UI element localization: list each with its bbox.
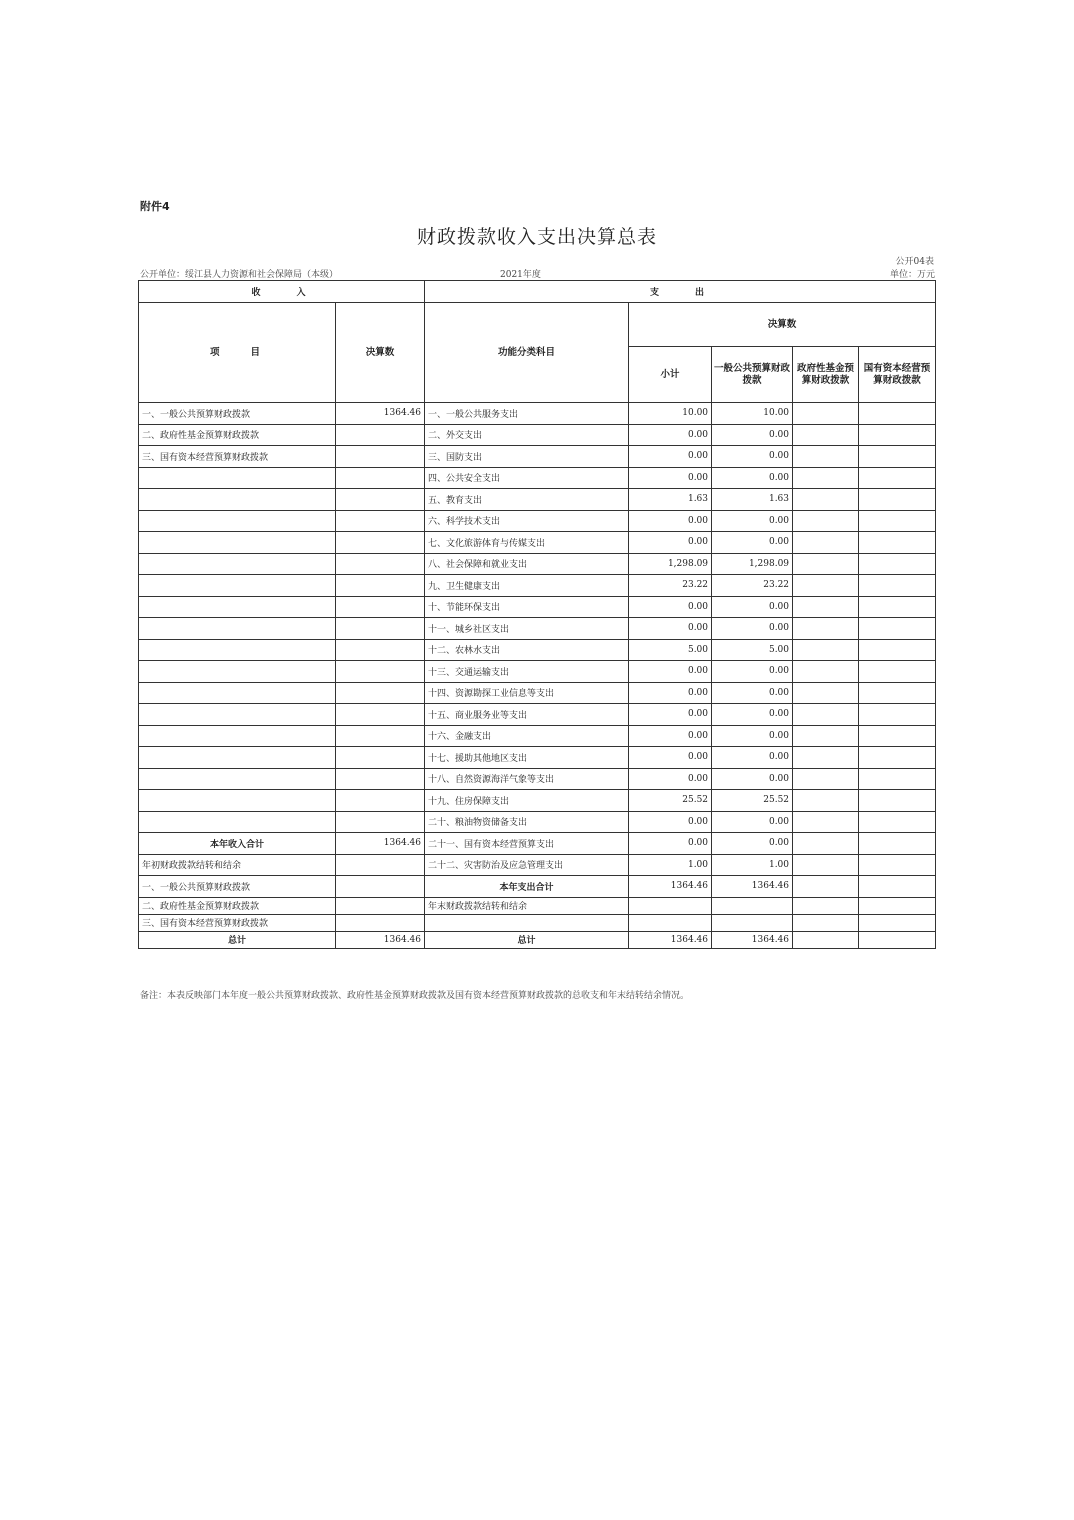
subtotal-cell: 1.63	[629, 489, 712, 511]
state-capital-cell	[859, 575, 936, 597]
meta-line	[140, 267, 935, 279]
expense-item-cell: 本年支出合计	[425, 876, 629, 898]
subtotal-cell: 0.00	[629, 467, 712, 489]
general-budget-header: 一般公共预算财政拨款	[712, 347, 793, 403]
state-capital-cell	[859, 725, 936, 747]
gov-fund-header: 政府性基金预算财政拨款	[793, 347, 859, 403]
item-header: 项 目	[139, 303, 336, 403]
income-amount-cell	[336, 914, 425, 931]
subtotal-cell: 0.00	[629, 661, 712, 683]
subtotal-cell: 1.00	[629, 854, 712, 876]
expense-item-cell: 四、公共安全支出	[425, 467, 629, 489]
table-row	[139, 811, 936, 833]
gov-fund-cell	[793, 618, 859, 640]
expense-item-cell: 八、社会保障和就业支出	[425, 553, 629, 575]
income-amount-cell	[336, 811, 425, 833]
income-item-cell: 本年收入合计	[139, 833, 336, 855]
state-capital-cell	[859, 682, 936, 704]
income-amount-cell: 1364.46	[336, 931, 425, 948]
income-item-cell: 总计	[139, 931, 336, 948]
gov-fund-cell	[793, 833, 859, 855]
table-row	[139, 596, 936, 618]
table-row	[139, 639, 936, 661]
state-capital-cell	[859, 811, 936, 833]
income-item-cell	[139, 467, 336, 489]
income-item-cell	[139, 747, 336, 769]
income-amount-cell	[336, 532, 425, 554]
general-budget-cell: 0.00	[712, 467, 793, 489]
state-capital-cell	[859, 403, 936, 425]
income-item-cell	[139, 639, 336, 661]
state-capital-cell	[859, 790, 936, 812]
gov-fund-cell	[793, 704, 859, 726]
expense-item-cell: 三、国防支出	[425, 446, 629, 468]
expense-item-cell: 二十一、国有资本经营预算支出	[425, 833, 629, 855]
income-amount-cell	[336, 747, 425, 769]
income-item-cell	[139, 575, 336, 597]
table-row	[139, 682, 936, 704]
subtotal-cell	[629, 897, 712, 914]
income-item-cell: 二、政府性基金预算财政拨款	[139, 897, 336, 914]
gov-fund-cell	[793, 467, 859, 489]
general-budget-cell: 0.00	[712, 446, 793, 468]
table-row	[139, 914, 936, 931]
gov-fund-cell	[793, 403, 859, 425]
income-item-cell	[139, 661, 336, 683]
expense-item-cell: 十四、资源勘探工业信息等支出	[425, 682, 629, 704]
gov-fund-cell	[793, 876, 859, 898]
table-row	[139, 833, 936, 855]
expense-item-cell: 十、节能环保支出	[425, 596, 629, 618]
table-row	[139, 446, 936, 468]
table-row	[139, 876, 936, 898]
general-budget-cell: 1364.46	[712, 876, 793, 898]
income-item-cell: 一、一般公共预算财政拨款	[139, 403, 336, 425]
state-capital-cell	[859, 897, 936, 914]
income-amount-cell	[336, 876, 425, 898]
subtotal-header: 小计	[629, 347, 712, 403]
income-item-cell	[139, 790, 336, 812]
expense-item-cell: 六、科学技术支出	[425, 510, 629, 532]
general-budget-cell: 0.00	[712, 704, 793, 726]
expense-item-cell: 十七、援助其他地区支出	[425, 747, 629, 769]
income-item-cell: 三、国有资本经营预算财政拨款	[139, 446, 336, 468]
table-row	[139, 553, 936, 575]
gov-fund-cell	[793, 532, 859, 554]
table-row	[139, 467, 936, 489]
income-amount-cell	[336, 639, 425, 661]
income-item-cell	[139, 489, 336, 511]
income-item-cell	[139, 768, 336, 790]
state-capital-cell	[859, 446, 936, 468]
general-budget-cell: 23.22	[712, 575, 793, 597]
table-row	[139, 790, 936, 812]
subtotal-cell: 10.00	[629, 403, 712, 425]
expense-item-cell: 二、外交支出	[425, 424, 629, 446]
subtotal-cell: 0.00	[629, 596, 712, 618]
table-row	[139, 532, 936, 554]
state-capital-cell	[859, 489, 936, 511]
state-capital-cell	[859, 876, 936, 898]
income-amount-cell	[336, 897, 425, 914]
income-item-cell	[139, 553, 336, 575]
table-row	[139, 768, 936, 790]
general-budget-cell	[712, 914, 793, 931]
income-item-cell: 二、政府性基金预算财政拨款	[139, 424, 336, 446]
expense-item-cell	[425, 914, 629, 931]
expense-item-cell: 十三、交通运输支出	[425, 661, 629, 683]
budget-table	[138, 280, 936, 949]
general-budget-cell: 0.00	[712, 532, 793, 554]
state-capital-cell	[859, 596, 936, 618]
state-capital-cell	[859, 618, 936, 640]
org-label: 公开单位：绥江县人力资源和社会保障局（本级）	[140, 270, 339, 280]
state-capital-cell	[859, 914, 936, 931]
general-budget-cell: 0.00	[712, 596, 793, 618]
income-item-cell: 年初财政拨款结转和结余	[139, 854, 336, 876]
page-title: 财政拨款收入支出决算总表	[416, 226, 657, 248]
subtotal-cell: 0.00	[629, 811, 712, 833]
general-budget-cell: 0.00	[712, 510, 793, 532]
general-budget-cell: 25.52	[712, 790, 793, 812]
gov-fund-cell	[793, 489, 859, 511]
subtotal-cell: 0.00	[629, 618, 712, 640]
gov-fund-cell	[793, 553, 859, 575]
expense-item-cell: 九、卫生健康支出	[425, 575, 629, 597]
expense-item-cell: 二十二、灾害防治及应急管理支出	[425, 854, 629, 876]
subtotal-cell: 5.00	[629, 639, 712, 661]
state-capital-cell	[859, 704, 936, 726]
state-capital-header: 国有资本经营预算财政拨款	[859, 347, 936, 403]
income-amount-cell	[336, 661, 425, 683]
general-budget-cell: 10.00	[712, 403, 793, 425]
gov-fund-cell	[793, 596, 859, 618]
state-capital-cell	[859, 532, 936, 554]
table-row	[139, 510, 936, 532]
income-item-cell	[139, 596, 336, 618]
general-budget-cell: 1,298.09	[712, 553, 793, 575]
gov-fund-cell	[793, 747, 859, 769]
expense-item-cell: 一、一般公共服务支出	[425, 403, 629, 425]
general-budget-cell: 0.00	[712, 833, 793, 855]
subtotal-cell: 0.00	[629, 424, 712, 446]
table-row	[139, 618, 936, 640]
income-amount-cell: 1364.46	[336, 403, 425, 425]
general-budget-cell: 5.00	[712, 639, 793, 661]
gov-fund-cell	[793, 661, 859, 683]
gov-fund-cell	[793, 639, 859, 661]
income-item-cell	[139, 510, 336, 532]
unit-label: 单位：万元	[889, 270, 935, 280]
state-capital-cell	[859, 931, 936, 948]
gov-fund-cell	[793, 897, 859, 914]
gov-fund-cell	[793, 768, 859, 790]
expense-item-cell: 五、教育支出	[425, 489, 629, 511]
year-label: 2021年度	[500, 270, 541, 280]
income-item-cell	[139, 725, 336, 747]
state-capital-cell	[859, 424, 936, 446]
subtotal-cell: 1364.46	[629, 876, 712, 898]
gov-fund-cell	[793, 914, 859, 931]
income-item-cell	[139, 704, 336, 726]
expense-item-cell: 年末财政拨款结转和结余	[425, 897, 629, 914]
general-budget-cell	[712, 897, 793, 914]
general-budget-cell: 1.00	[712, 854, 793, 876]
subtotal-cell: 25.52	[629, 790, 712, 812]
general-budget-cell: 0.00	[712, 682, 793, 704]
amount-header: 决算数	[336, 303, 425, 403]
general-budget-cell: 0.00	[712, 424, 793, 446]
gov-fund-cell	[793, 682, 859, 704]
table-row	[139, 661, 936, 683]
state-capital-cell	[859, 833, 936, 855]
subtotal-cell: 0.00	[629, 532, 712, 554]
general-budget-cell: 1.63	[712, 489, 793, 511]
table-row	[139, 725, 936, 747]
subtotal-cell: 0.00	[629, 833, 712, 855]
table-row	[139, 704, 936, 726]
expense-item-cell: 二十、粮油物资储备支出	[425, 811, 629, 833]
table-row	[139, 747, 936, 769]
income-item-cell	[139, 682, 336, 704]
income-amount-cell	[336, 618, 425, 640]
state-capital-cell	[859, 854, 936, 876]
subtotal-cell: 0.00	[629, 747, 712, 769]
table-row	[139, 424, 936, 446]
general-budget-cell: 0.00	[712, 661, 793, 683]
subtotal-cell: 1,298.09	[629, 553, 712, 575]
expense-item-cell: 七、文化旅游体育与传媒支出	[425, 532, 629, 554]
income-amount-cell	[336, 510, 425, 532]
income-amount-cell	[336, 446, 425, 468]
general-budget-cell: 0.00	[712, 725, 793, 747]
expense-item-cell: 十二、农林水支出	[425, 639, 629, 661]
state-capital-cell	[859, 661, 936, 683]
income-amount-cell	[336, 704, 425, 726]
gov-fund-cell	[793, 510, 859, 532]
expense-item-cell: 十八、自然资源海洋气象等支出	[425, 768, 629, 790]
subtotal-cell: 0.00	[629, 704, 712, 726]
gov-fund-cell	[793, 931, 859, 948]
expense-item-cell: 十九、住房保障支出	[425, 790, 629, 812]
income-item-cell	[139, 811, 336, 833]
income-amount-cell: 1364.46	[336, 833, 425, 855]
income-item-cell	[139, 618, 336, 640]
income-amount-cell	[336, 854, 425, 876]
table-row	[139, 403, 936, 425]
income-amount-cell	[336, 768, 425, 790]
income-amount-cell	[336, 424, 425, 446]
expense-item-cell: 十一、城乡社区支出	[425, 618, 629, 640]
attachment-label: 附件4	[140, 200, 170, 213]
expense-item-cell: 十六、金融支出	[425, 725, 629, 747]
gov-fund-cell	[793, 790, 859, 812]
state-capital-cell	[859, 467, 936, 489]
income-amount-cell	[336, 682, 425, 704]
income-amount-cell	[336, 596, 425, 618]
table-row	[139, 575, 936, 597]
state-capital-cell	[859, 553, 936, 575]
state-capital-cell	[859, 747, 936, 769]
general-budget-cell: 0.00	[712, 747, 793, 769]
income-amount-cell	[336, 790, 425, 812]
subtotal-cell	[629, 914, 712, 931]
table-row	[139, 489, 936, 511]
subtotal-cell: 1364.46	[629, 931, 712, 948]
final-amount-header: 决算数	[629, 303, 936, 347]
gov-fund-cell	[793, 446, 859, 468]
income-amount-cell	[336, 575, 425, 597]
expense-header: 支 出	[425, 281, 936, 303]
gov-fund-cell	[793, 424, 859, 446]
state-capital-cell	[859, 639, 936, 661]
state-capital-cell	[859, 510, 936, 532]
income-item-cell	[139, 532, 336, 554]
table-row	[139, 854, 936, 876]
footnote: 备注：本表反映部门本年度一般公共预算财政拨款、政府性基金预算财政拨款及国有资本经营预算财政拨款的总收支和年末结转结余情况。	[140, 991, 690, 1001]
expense-item-cell: 总计	[425, 931, 629, 948]
gov-fund-cell	[793, 811, 859, 833]
subtotal-cell: 0.00	[629, 725, 712, 747]
income-item-cell: 一、一般公共预算财政拨款	[139, 876, 336, 898]
income-amount-cell	[336, 489, 425, 511]
form-number: 公开04表	[895, 257, 934, 267]
state-capital-cell	[859, 768, 936, 790]
general-budget-cell: 1364.46	[712, 931, 793, 948]
subtotal-cell: 0.00	[629, 510, 712, 532]
subtotal-cell: 0.00	[629, 768, 712, 790]
func-category-header: 功能分类科目	[425, 303, 629, 403]
income-header: 收 入	[139, 281, 425, 303]
gov-fund-cell	[793, 854, 859, 876]
subtotal-cell: 0.00	[629, 446, 712, 468]
general-budget-cell: 0.00	[712, 768, 793, 790]
gov-fund-cell	[793, 725, 859, 747]
general-budget-cell: 0.00	[712, 811, 793, 833]
table-row	[139, 897, 936, 914]
table-row	[139, 931, 936, 948]
expense-item-cell: 十五、商业服务业等支出	[425, 704, 629, 726]
income-amount-cell	[336, 467, 425, 489]
general-budget-cell: 0.00	[712, 618, 793, 640]
subtotal-cell: 0.00	[629, 682, 712, 704]
gov-fund-cell	[793, 575, 859, 597]
income-amount-cell	[336, 553, 425, 575]
income-item-cell: 三、国有资本经营预算财政拨款	[139, 914, 336, 931]
income-amount-cell	[336, 725, 425, 747]
subtotal-cell: 23.22	[629, 575, 712, 597]
